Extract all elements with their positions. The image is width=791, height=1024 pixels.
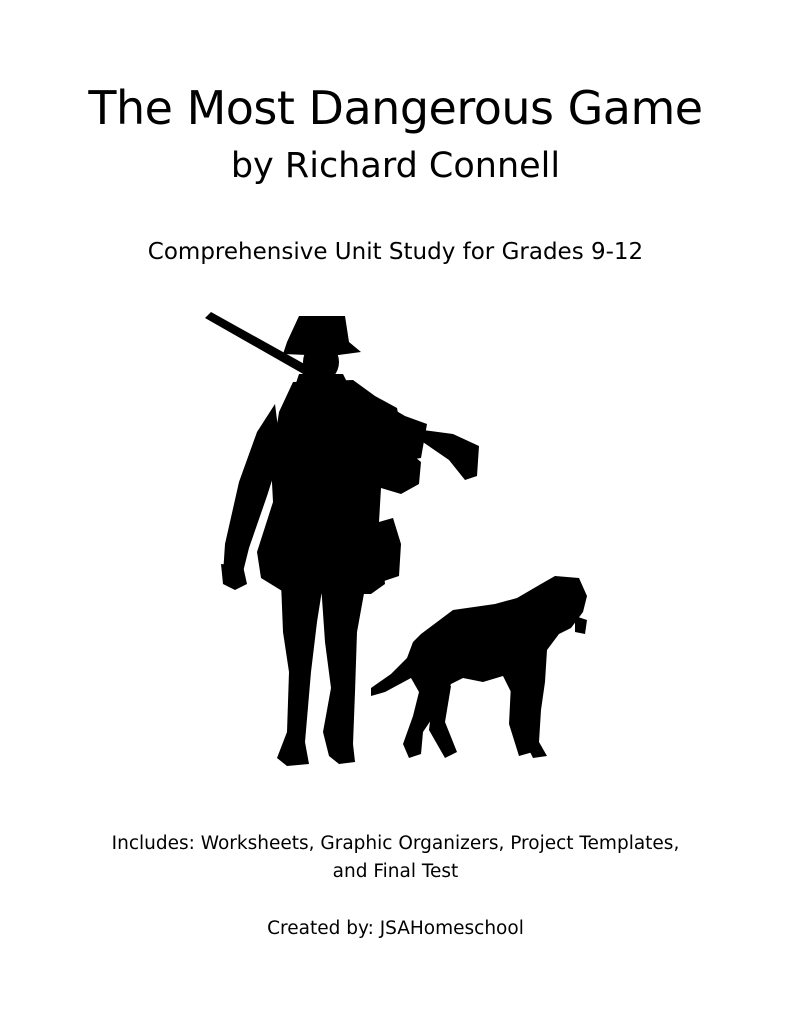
author-line: by Richard Connell [230,146,561,186]
subtitle: Comprehensive Unit Study for Grades 9-12 [147,239,644,265]
includes-line-1: Includes: Worksheets, Graphic Organizers, Project Templates, [111,833,680,854]
creator-credit: Created by: JSAHomeschool [267,918,524,939]
page-title: The Most Dangerous Game [88,81,703,135]
hunter-with-dog-silhouette-icon [195,312,595,772]
includes-line-2: and Final Test [332,861,459,882]
